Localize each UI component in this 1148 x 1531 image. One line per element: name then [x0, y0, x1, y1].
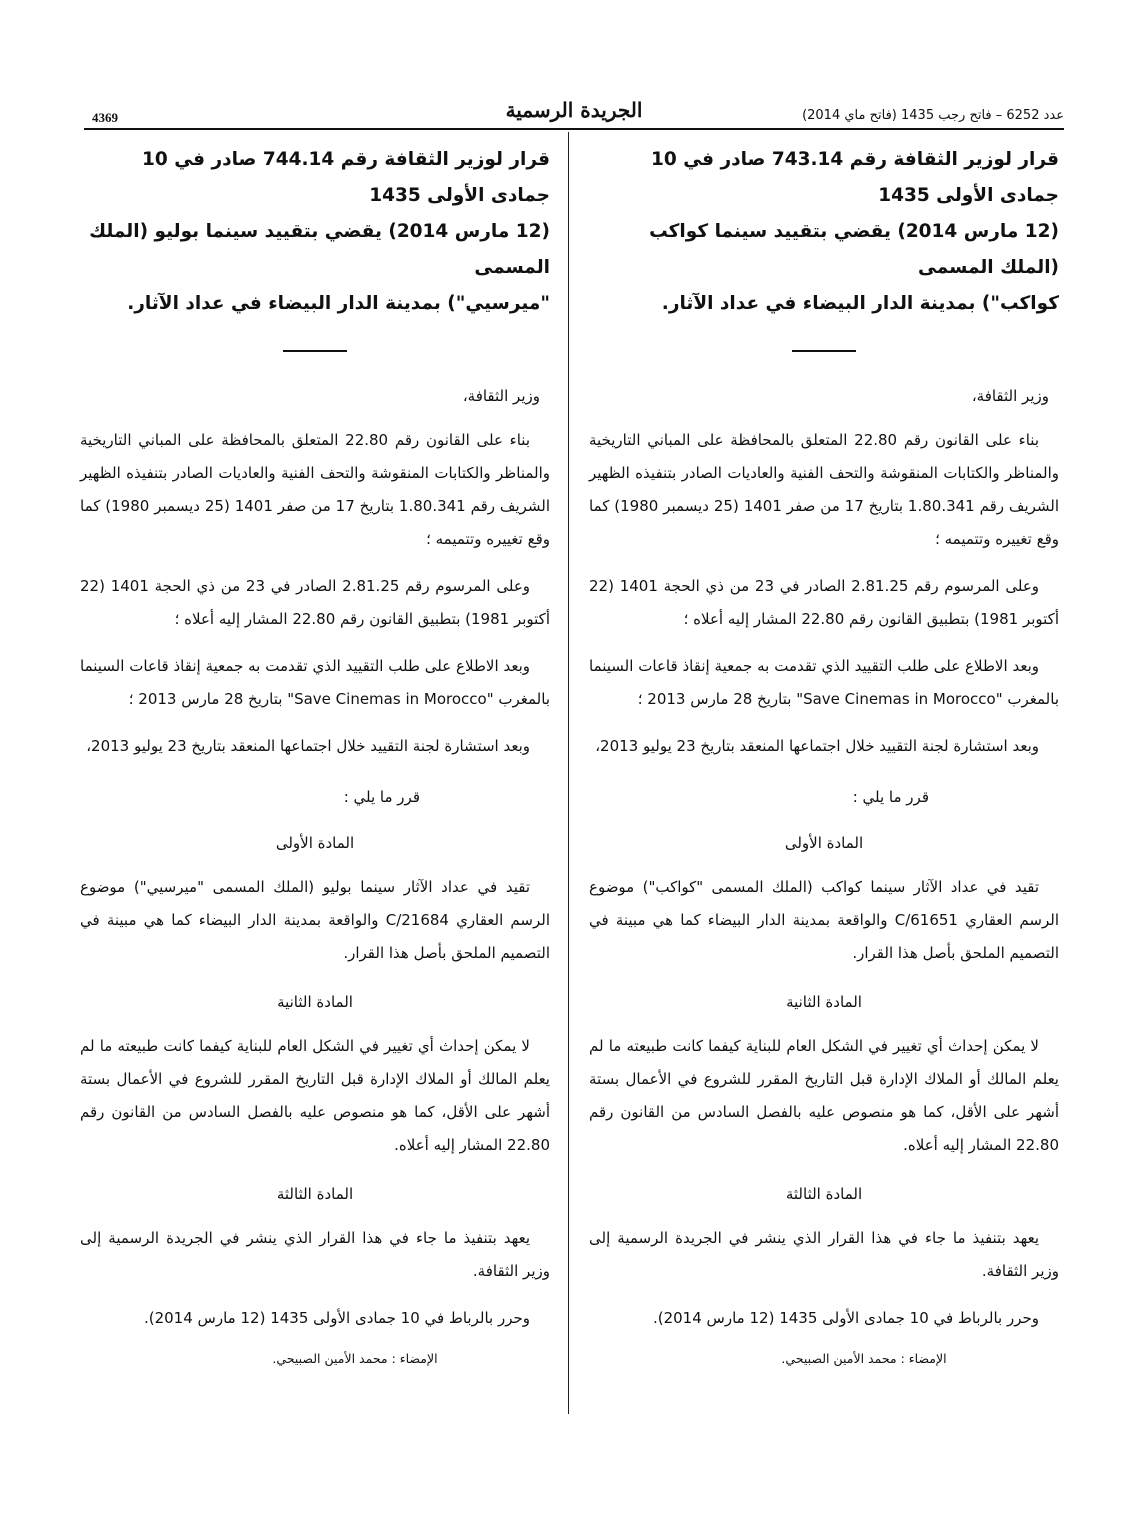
- signature: الإمضاء : محمد الأمين الصبيحي.: [272, 1351, 438, 1366]
- title-line: "ميرسيي") بمدينة الدار البيضاء في عداد الآثار.: [127, 293, 550, 314]
- article-text: لا يمكن إحداث أي تغيير في الشكل العام للبناية كيفما كانت طبيعته ما لم يعلم المالك أو الملاك الإدارة قبل التاريخ المقرر للشروع في الأعمال بستة أشهر على الأقل، كما هو منصوص عليه بالفصل السادس من القانون رقم 22.80 المشار إليه أعلاه.: [589, 1037, 1059, 1154]
- article-heading: المادة الثالثة: [276, 1185, 354, 1203]
- decision-title: [80, 142, 550, 322]
- page-header: [84, 96, 1064, 130]
- recital-paragraph: وعلى المرسوم رقم 2.81.25 الصادر في 23 من ذي الحجة 1401 (22 أكتوبر 1981) بتطبيق القانون رقم 22.80 المشار إليه أعلاه ؛: [80, 577, 550, 628]
- article-text: يعهد بتنفيذ ما جاء في هذا القرار الذي ينشر في الجريدة الرسمية إلى وزير الثقافة.: [80, 1229, 550, 1280]
- header-rule: [84, 128, 1064, 130]
- column-divider: [568, 132, 569, 1414]
- recital-paragraph: وبعد الاطلاع على طلب التقييد الذي تقدمت به جمعية إنقاذ قاعات السينما بالمغرب "Save Cinemas in Morocco" بتاريخ 28 مارس 2013 ؛: [80, 657, 550, 708]
- minister-line: وزير الثقافة،: [971, 387, 1049, 405]
- issue-info: عدد 6252 – فاتح رجب 1435 (فاتح ماي 2014): [802, 108, 1064, 123]
- title-line: (12 مارس 2014) يقضي بتقييد سينما بوليو (الملك المسمى: [89, 221, 550, 278]
- decision-column-right: [589, 142, 1059, 1366]
- recital-paragraph: وبعد استشارة لجنة التقييد خلال اجتماعها المنعقد بتاريخ 23 يوليو 2013،: [595, 737, 1039, 755]
- recital-paragraph: وبعد الاطلاع على طلب التقييد الذي تقدمت به جمعية إنقاذ قاعات السينما بالمغرب "Save Cinemas in Morocco" بتاريخ 28 مارس 2013 ؛: [589, 657, 1059, 708]
- title-line: قرار لوزير الثقافة رقم 744.14 صادر في 10 جمادى الأولى 1435: [142, 149, 550, 206]
- article-text: تقيد في عداد الآثار سينما بوليو (الملك المسمى "ميرسيي") موضوع الرسم العقاري C/21684 والواقعة بمدينة الدار البيضاء كما هي مبينة في التصميم الملحق بأصل هذا القرار.: [80, 878, 551, 962]
- title-line: كواكب") بمدينة الدار البيضاء في عداد الآثار.: [661, 293, 1059, 314]
- title-line: قرار لوزير الثقافة رقم 743.14 صادر في 10 جمادى الأولى 1435: [651, 149, 1059, 206]
- article-text: لا يمكن إحداث أي تغيير في الشكل العام للبناية كيفما كانت طبيعته ما لم يعلم المالك أو الملاك الإدارة قبل التاريخ المقرر للشروع في الأعمال بستة أشهر على الأقل، كما هو منصوص عليه بالفصل السادس من القانون رقم 22.80 المشار إليه أعلاه.: [80, 1037, 550, 1154]
- done-at-line: وحرر بالرباط في 10 جمادى الأولى 1435 (12 مارس 2014).: [652, 1309, 1039, 1327]
- recital-paragraph: وبعد استشارة لجنة التقييد خلال اجتماعها المنعقد بتاريخ 23 يوليو 2013،: [86, 737, 530, 755]
- recital-paragraph: وعلى المرسوم رقم 2.81.25 الصادر في 23 من ذي الحجة 1401 (22 أكتوبر 1981) بتطبيق القانون رقم 22.80 المشار إليه أعلاه ؛: [589, 577, 1059, 628]
- title-line: (12 مارس 2014) يقضي بتقييد سينما كواكب (الملك المسمى: [649, 221, 1059, 278]
- article-heading: المادة الثانية: [277, 993, 353, 1011]
- recital-paragraph: بناء على القانون رقم 22.80 المتعلق بالمحافظة على المباني التاريخية والمناظر والكتابات المنقوشة والتحف الفنية والعاديات الصادر بتنفيذه الظهير الشريف رقم 1.80.341 بتاريخ 17 من صفر 1401 (25 ديسمبر 1980) كما وقع تغييره وتتميمه ؛: [80, 431, 551, 548]
- article-heading: المادة الثالثة: [785, 1185, 863, 1203]
- title-separator: [283, 350, 347, 352]
- decides-line: قرر ما يلي :: [343, 788, 420, 806]
- article-heading: المادة الثانية: [786, 993, 862, 1011]
- article-text: تقيد في عداد الآثار سينما كواكب (الملك المسمى "كواكب") موضوع الرسم العقاري C/61651 والواقعة بمدينة الدار البيضاء كما هي مبينة في التصميم الملحق بأصل هذا القرار.: [589, 878, 1060, 962]
- decision-column-left: [80, 142, 550, 1366]
- signature: الإمضاء : محمد الأمين الصبيحي.: [781, 1351, 947, 1366]
- decision-title: [589, 142, 1059, 322]
- journal-title: الجريدة الرسمية: [505, 98, 643, 122]
- done-at-line: وحرر بالرباط في 10 جمادى الأولى 1435 (12 مارس 2014).: [143, 1309, 530, 1327]
- article-text: يعهد بتنفيذ ما جاء في هذا القرار الذي ينشر في الجريدة الرسمية إلى وزير الثقافة.: [589, 1229, 1059, 1280]
- recital-paragraph: بناء على القانون رقم 22.80 المتعلق بالمحافظة على المباني التاريخية والمناظر والكتابات المنقوشة والتحف الفنية والعاديات الصادر بتنفيذه الظهير الشريف رقم 1.80.341 بتاريخ 17 من صفر 1401 (25 ديسمبر 1980) كما وقع تغييره وتتميمه ؛: [589, 431, 1060, 548]
- decides-line: قرر ما يلي :: [852, 788, 929, 806]
- minister-line: وزير الثقافة،: [462, 387, 540, 405]
- title-separator: [792, 350, 856, 352]
- article-heading: المادة الأولى: [784, 834, 864, 852]
- page-number: 4369: [92, 110, 118, 125]
- article-heading: المادة الأولى: [275, 834, 355, 852]
